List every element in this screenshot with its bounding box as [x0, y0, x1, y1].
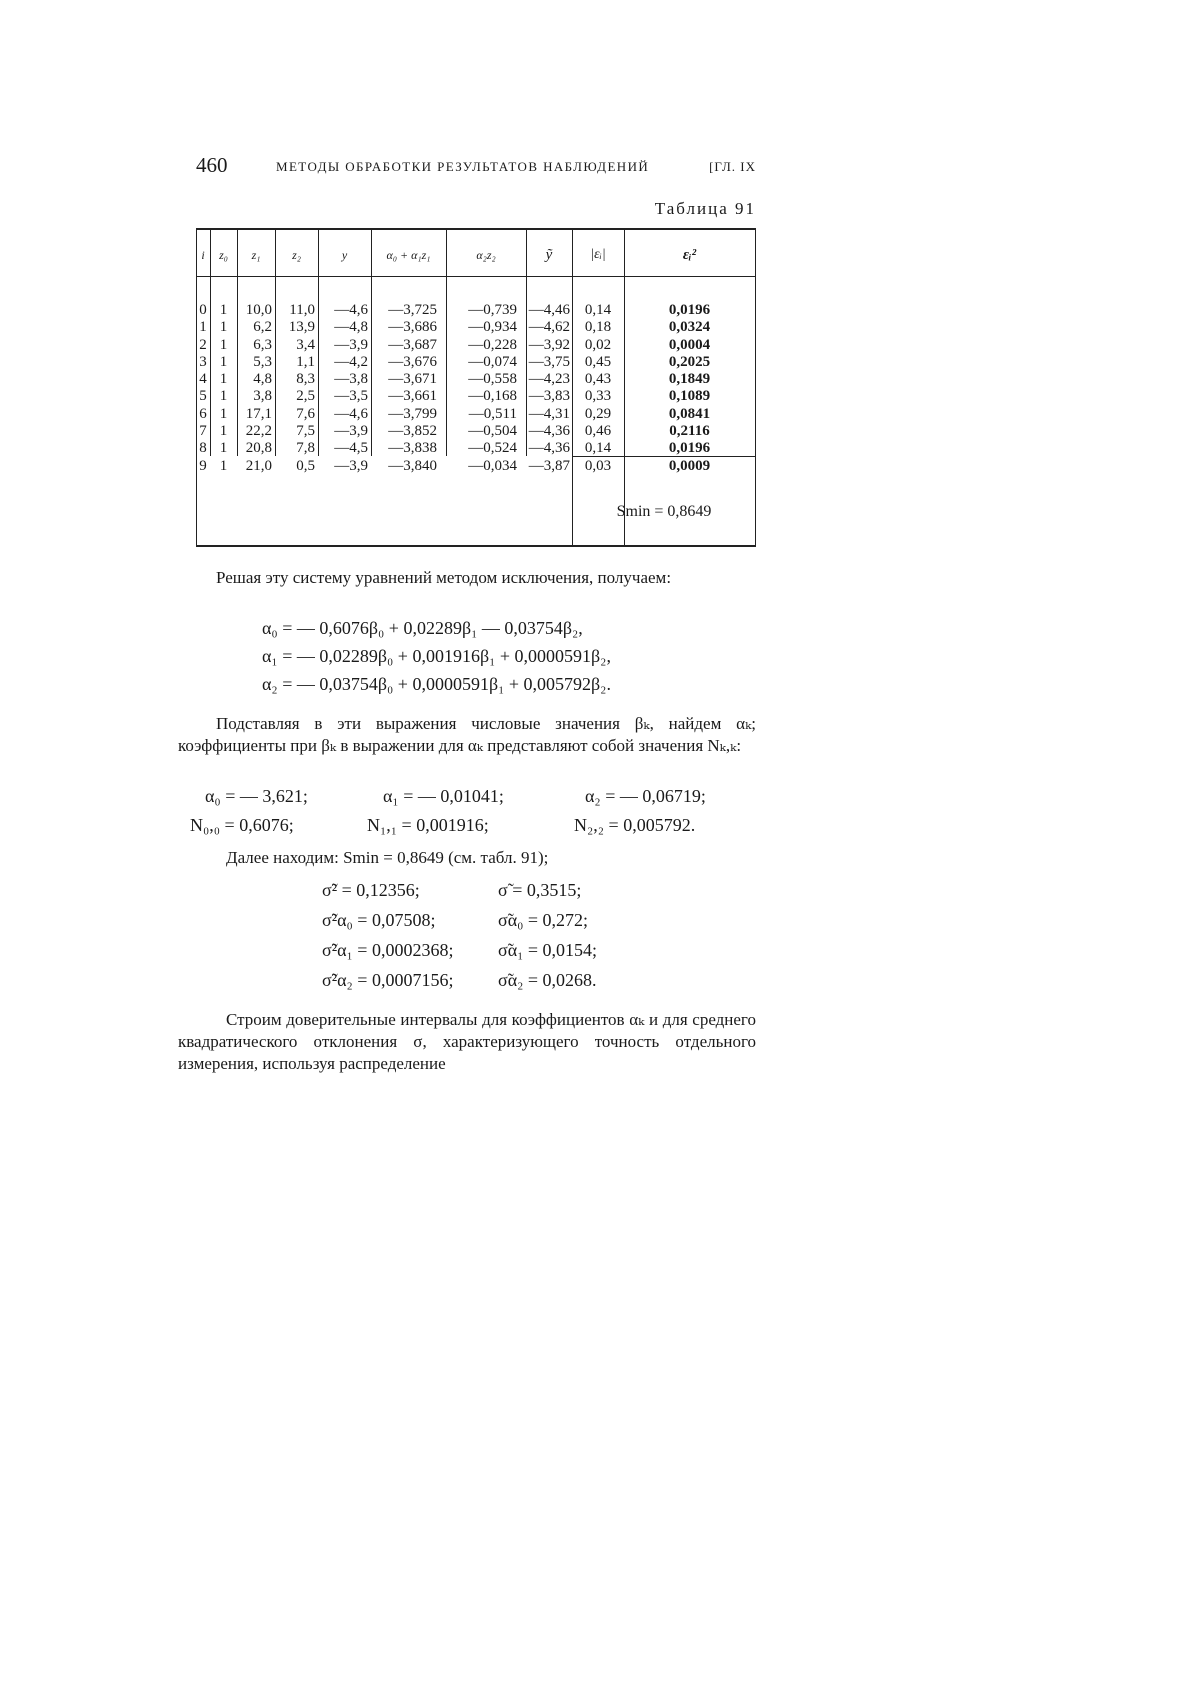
- table-cell: 0,0841: [668, 405, 711, 422]
- table-cell: —3,725: [388, 302, 437, 318]
- table-cell: —4,46: [528, 302, 570, 318]
- table-header-rule: [196, 276, 756, 277]
- table-cell: 0,45: [584, 353, 612, 370]
- table-cell: —3,676: [388, 353, 437, 370]
- sigma: σ̃ = 0,3515;: [498, 880, 582, 900]
- smin-total: Smin = 0,8649: [616, 503, 712, 520]
- table-cell: 1: [219, 353, 228, 370]
- header-z2: z₂: [292, 248, 301, 262]
- table-cell: —0,739: [468, 302, 517, 318]
- table-cell: —4,5: [334, 440, 368, 457]
- sigma-alpha0: σ̃α₀ = 0,272;: [498, 910, 589, 930]
- table-cell: 0,43: [584, 371, 612, 388]
- paragraph-4: Строим доверительные интервалы для коэффициентов αₖ и для среднего квадратического отклонения σ, характеризующего точность отдельного измерения, используя распределение: [178, 1010, 756, 1073]
- value-alpha1: α₁ = — 0,01041;: [383, 786, 504, 806]
- table-cell: —0,558: [468, 371, 517, 388]
- table-cell: 6,2: [253, 319, 272, 336]
- table-cell: 1: [219, 388, 228, 405]
- table-cell: —0,074: [468, 353, 517, 370]
- table-cell: 0,14: [584, 440, 612, 457]
- value-n22: N₂,₂ = 0,005792.: [574, 815, 696, 835]
- column-abs-error: [572, 302, 624, 475]
- column-a2z2: [446, 302, 517, 475]
- table-cell: —3,75: [528, 353, 570, 370]
- table-cell: —3,852: [388, 423, 437, 440]
- header-error-squared: εᵢ²: [682, 247, 697, 263]
- table-cell: —3,687: [388, 336, 437, 353]
- page-number: 460: [196, 153, 228, 177]
- equation-alpha2: α₂ = — 0,03754β₀ + 0,0000591β₁ + 0,005792β₂.: [262, 674, 611, 694]
- equation-alpha0: α₀ = — 0,6076β₀ + 0,02289β₁ — 0,03754β₂,: [262, 618, 583, 638]
- table-cell: 13,9: [288, 319, 315, 336]
- running-title: МЕТОДЫ ОБРАБОТКИ РЕЗУЛЬТАТОВ НАБЛЮДЕНИЙ: [276, 159, 650, 174]
- header-a2z2: α₂z₂: [476, 248, 496, 262]
- table-cell: 3,4: [296, 336, 315, 353]
- column-a0-a1z1: [371, 302, 437, 475]
- table-cell: —3,840: [388, 457, 437, 474]
- table-cell: —3,5: [334, 388, 368, 405]
- table-cell: 3: [199, 353, 207, 370]
- table-cell: 1: [199, 319, 207, 336]
- column-z1: [237, 302, 272, 475]
- table-cell: 6: [199, 405, 207, 422]
- column-z2: [275, 302, 315, 475]
- table-cell: —4,31: [528, 405, 570, 422]
- table-cell: 6,3: [253, 336, 272, 353]
- header-y: y: [341, 248, 348, 262]
- chapter-label: [ГЛ. IX: [709, 159, 756, 174]
- table-cell: —0,034: [468, 457, 517, 474]
- table-cell: 1: [219, 319, 228, 336]
- column-y-tilde: [526, 302, 570, 475]
- table-cell: 22,2: [245, 423, 272, 440]
- table-cell: 1: [219, 371, 228, 388]
- table-cell: 7,5: [296, 423, 315, 440]
- table-cell: 0,2025: [668, 353, 711, 370]
- table-cell: 5: [199, 388, 207, 405]
- sigma-squared-alpha2: σ̃²α₂ = 0,0007156;: [322, 970, 454, 990]
- table-cell: 0,2116: [669, 423, 710, 440]
- table-cell: 0,1089: [668, 388, 711, 405]
- paragraph-3: Далее находим: Smin = 0,8649 (см. табл. 91);: [226, 848, 549, 867]
- table-cell: 0,03: [584, 457, 612, 474]
- header-y-tilde: ỹ: [545, 247, 553, 263]
- paragraph-2: Подставляя в эти выражения числовые значения βₖ, найдем αₖ; коэффициенты при βₖ в выражении для αₖ представляют собой значения Nₖ,ₖ:: [178, 714, 756, 755]
- table-cell: 5,3: [253, 353, 272, 370]
- table-cell: —3,686: [388, 319, 437, 336]
- table-cell: 7: [199, 423, 207, 440]
- table-cell: —4,8: [334, 319, 368, 336]
- header-abs-error: |εᵢ|: [590, 247, 606, 262]
- table-cell: 1: [219, 302, 228, 318]
- table-cell: —3,838: [388, 440, 437, 457]
- table-cell: —4,62: [528, 319, 570, 336]
- table-cell: 0,0196: [668, 440, 711, 457]
- table-cell: —3,799: [388, 405, 437, 422]
- sigma-alpha1: σ̃α₁ = 0,0154;: [498, 940, 598, 960]
- table-cell: 20,8: [245, 440, 272, 457]
- table-cell: 0,29: [584, 405, 612, 422]
- table-cell: —3,9: [334, 336, 368, 353]
- table-cell: 0,0324: [668, 319, 711, 336]
- value-n11: N₁,₁ = 0,001916;: [367, 815, 489, 835]
- header-a0-a1z1: α₀ + α₁z₁: [386, 248, 431, 262]
- sigma-squared-alpha0: σ̃²α₀ = 0,07508;: [322, 910, 436, 930]
- table-cell: —4,36: [528, 423, 570, 440]
- table-cell: 7,6: [296, 405, 315, 422]
- table-cell: —3,9: [334, 423, 368, 440]
- column-y: [318, 302, 368, 475]
- table-cell: 4,8: [253, 371, 272, 388]
- table-cell: 9: [199, 457, 207, 474]
- table-cell: 1,1: [296, 353, 315, 370]
- column-error-squared: [624, 302, 755, 475]
- header-i: i: [201, 248, 205, 262]
- sigma-squared-alpha1: σ̃²α₁ = 0,0002368;: [322, 940, 454, 960]
- table-cell: 8: [199, 440, 207, 457]
- table-cell: 1: [219, 405, 228, 422]
- table-cell: —4,36: [528, 440, 570, 457]
- table-cell: 17,1: [245, 405, 272, 422]
- data-table: [196, 228, 756, 547]
- table-cell: 2,5: [296, 388, 315, 405]
- column-i: [196, 302, 210, 475]
- table-cell: 1: [219, 336, 228, 353]
- table-cell: —3,8: [334, 371, 368, 388]
- table-cell: 10,0: [245, 302, 272, 318]
- table-cell: —3,661: [388, 388, 437, 405]
- table-cell: 0,0009: [668, 457, 711, 474]
- table-cell: 4: [199, 371, 207, 388]
- header-z0: z₀: [219, 248, 228, 262]
- table-cell: 0,18: [584, 319, 612, 336]
- table-cell: 0,0004: [668, 336, 711, 353]
- header-z1: z₁: [251, 248, 261, 262]
- table-vrule: [755, 228, 756, 546]
- table-cell: 3,8: [253, 388, 272, 405]
- table-cell: —4,23: [528, 371, 570, 388]
- table-cell: 0: [199, 302, 207, 318]
- table-cell: —0,511: [468, 405, 517, 422]
- value-n00: N₀,₀ = 0,6076;: [190, 815, 294, 835]
- table-cell: —3,9: [334, 457, 368, 474]
- table-cell: —0,228: [468, 336, 517, 353]
- table-cell: 0,33: [584, 388, 612, 405]
- table-cell: —0,168: [468, 388, 517, 405]
- table-cell: —0,934: [468, 319, 517, 336]
- table-cell: —0,524: [468, 440, 517, 457]
- table-cell: 0,02: [584, 336, 612, 353]
- column-z0: [210, 302, 237, 475]
- value-alpha2: α₂ = — 0,06719;: [585, 786, 706, 806]
- value-alpha0: α₀ = — 3,621;: [205, 786, 308, 806]
- table-cell: 0,46: [584, 423, 612, 440]
- table-cell: 11,0: [289, 302, 315, 318]
- paragraph-1: Решая эту систему уравнений методом исключения, получаем:: [216, 568, 672, 587]
- table-cell: —4,6: [334, 405, 368, 422]
- table-cell: 1: [219, 457, 228, 474]
- table-cell: 0,1849: [668, 371, 711, 388]
- table-cell: —3,83: [528, 388, 570, 405]
- sigma-squared: σ̃² = 0,12356;: [322, 880, 420, 900]
- table-cell: —4,2: [334, 353, 368, 370]
- table-cell: 1: [219, 440, 228, 457]
- table-cell: 0,0196: [668, 302, 711, 318]
- table-cell: —3,671: [388, 371, 437, 388]
- table-cell: 2: [199, 336, 207, 353]
- table-cell: 0,5: [296, 457, 315, 474]
- table-cell: —3,92: [528, 336, 570, 353]
- table-cell: —3,87: [528, 457, 570, 474]
- sigma-alpha2: σ̃α₂ = 0,0268.: [498, 970, 597, 990]
- page-header: [196, 153, 756, 183]
- table-cell: 1: [219, 423, 228, 440]
- table-cell: —0,504: [468, 423, 517, 440]
- table-caption: Таблица 91: [654, 199, 756, 218]
- table-cell: 8,3: [296, 371, 315, 388]
- table-bottom-rule: [196, 545, 756, 547]
- table-cell: 21,0: [245, 457, 272, 474]
- table-cell: 0,14: [584, 302, 612, 318]
- table-cell: 7,8: [296, 440, 315, 457]
- table-cell: —4,6: [334, 302, 368, 318]
- table-top-rule: [196, 228, 756, 230]
- equation-alpha1: α₁ = — 0,02289β₀ + 0,001916β₁ + 0,0000591β₂,: [262, 646, 611, 666]
